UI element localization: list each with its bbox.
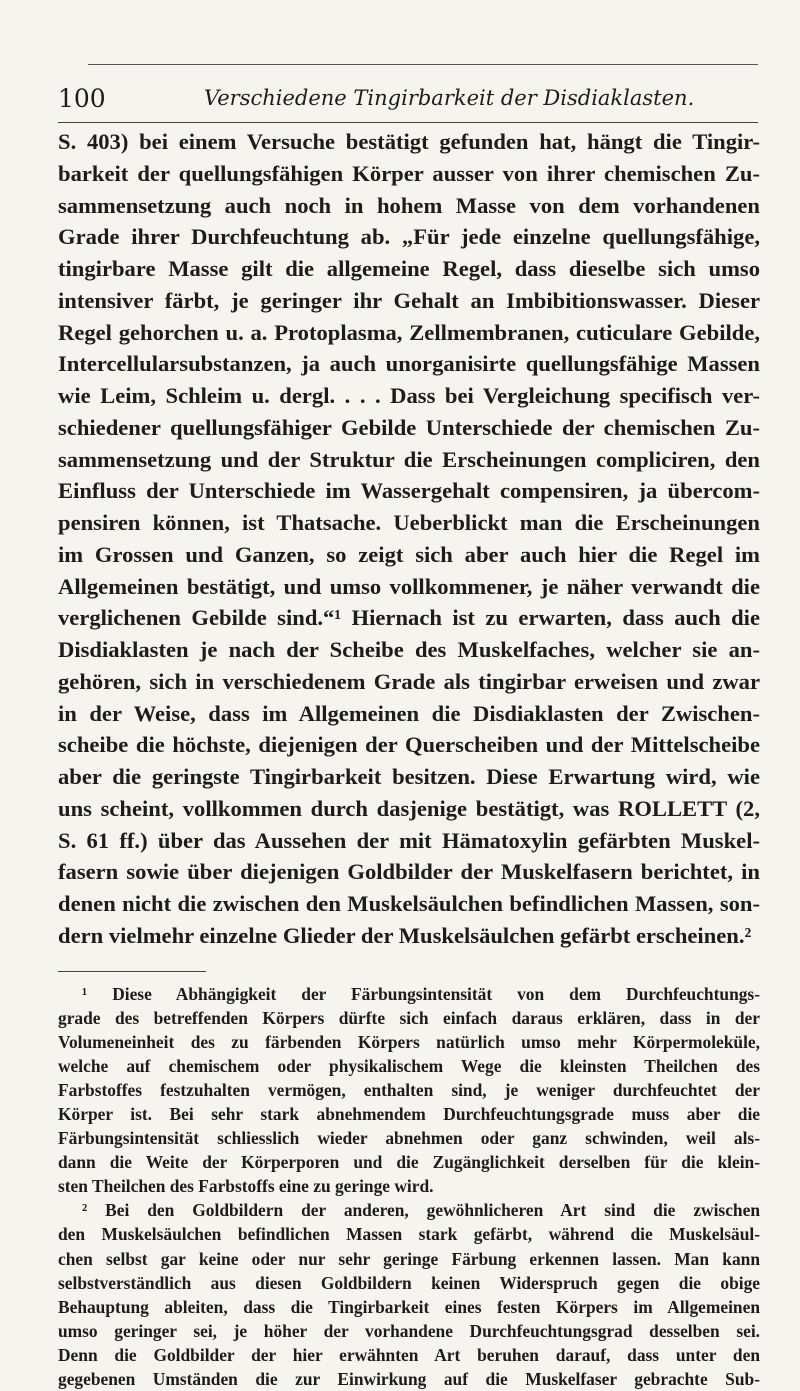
text-line: schiedener quellungsfähiger Gebilde Unterschiede der chemischen Zu-: [58, 414, 760, 440]
footnote-line: ² Bei den Goldbildern der anderen, gewöhnlicheren Art sind die zwischen: [82, 1200, 760, 1221]
text-line: in der Weise, dass im Allgemeinen die Disdiaklasten der Zwischen-: [58, 700, 760, 726]
footnotes: [58, 982, 760, 1391]
text-line: verglichenen Gebilde sind.“¹ Hiernach ist zu erwarten, dass auch die: [58, 605, 760, 631]
text-line: intensiver färbt, je geringer ihr Gehalt an Imbibitionswasser. Dieser: [58, 287, 760, 313]
text-line: S. 61 ff.) über das Aussehen der mit Hämatoxylin gefärbten Muskel-: [58, 827, 760, 853]
text-line: Allgemeinen bestätigt, und umso vollkommener, je näher verwandt die: [58, 573, 760, 599]
text-line: Intercellularsubstanzen, ja auch unorganisirte quellungsfähige Massen: [58, 351, 760, 377]
footnote-line: umso geringer sei, je höher der vorhandene Durchfeuchtungsgrad desselben sei.: [58, 1320, 760, 1341]
text-line: S. 403) bei einem Versuche bestätigt gefunden hat, hängt die Tingir-: [58, 129, 760, 154]
text-line: pensiren können, ist Thatsache. Ueberblickt man die Erscheinungen: [58, 510, 760, 535]
page-header: [58, 84, 758, 124]
footnote-line: chen selbst gar keine oder nur sehr geringe Färbung erkennen lassen. Man kann: [58, 1248, 760, 1269]
footnote-line: Behauptung ableiten, dass die Tingirbarkeit eines festen Körpers im Allgemeinen: [58, 1296, 760, 1317]
text-line: im Grossen und Ganzen, so zeigt sich aber auch hier die Regel im: [58, 541, 760, 567]
text-line: barkeit der quellungsfähigen Körper ausser von ihrer chemischen Zu-: [58, 160, 760, 186]
text-line: sammensetzung auch noch in hohem Masse von dem vorhandenen: [58, 192, 760, 218]
footnote-line: ¹ Diese Abhängigkeit der Färbungsintensität von dem Durchfeuchtungs-: [82, 984, 760, 1004]
text-line: Regel gehorchen u. a. Protoplasma, Zellmembranen, cuticulare Gebilde,: [58, 319, 760, 345]
running-title: Verschiedene Tingirbarkeit der Disdiaklasten.: [204, 86, 695, 110]
text-line: aber die geringste Tingirbarkeit besitzen. Diese Erwartung wird, wie: [58, 764, 760, 789]
footnote-line: Denn die Goldbilder der hier erwähnten Art beruhen darauf, dass unter den: [58, 1344, 760, 1365]
footnote-line: welche auf chemischem oder physikalischem Wege die kleinsten Theilchen des: [58, 1056, 760, 1077]
text-line: fasern sowie über diejenigen Goldbilder der Muskelfasern berichtet, in: [58, 859, 760, 885]
text-line: sammensetzung und der Struktur die Erscheinungen compliciren, den: [58, 446, 760, 472]
text-line: dern vielmehr einzelne Glieder der Muskelsäulchen gefärbt erscheinen.²: [58, 922, 752, 948]
text-line: denen nicht die zwischen den Muskelsäulchen befindlichen Massen, son-: [58, 891, 760, 916]
text-line: tingirbare Masse gilt die allgemeine Regel, dass dieselbe sich umso: [58, 256, 760, 281]
footnote-line: grade des betreffenden Körpers dürfte sich einfach daraus erklären, dass in der: [58, 1008, 760, 1029]
main-text: [58, 126, 760, 952]
text-line: Einfluss der Unterschiede im Wassergehalt compensiren, ja übercom-: [58, 478, 760, 504]
footnote-line: sten Theilchen des Farbstoffs eine zu geringe wird.: [58, 1176, 434, 1197]
footnote-line: selbstverständlich aus diesen Goldbildern keinen Widerspruch gegen die obige: [58, 1272, 760, 1293]
text-line: uns scheint, vollkommen durch dasjenige bestätigt, was ROLLETT (2,: [58, 795, 760, 821]
footnote-line: dann die Weite der Körperporen und die Zugänglichkeit derselben für die klein-: [58, 1152, 760, 1173]
footnote-rule: [58, 971, 206, 972]
footnote-line: Körper ist. Bei sehr stark abnehmendem Durchfeuchtungsgrade muss aber die: [58, 1104, 760, 1125]
header-rule: [58, 122, 758, 123]
page-number: 100: [58, 84, 106, 113]
footnote-line: gegebenen Umständen die zur Einwirkung auf die Muskelfaser gebrachte Sub-: [58, 1368, 760, 1389]
text-line: Grade ihrer Durchfeuchtung ab. „Für jede einzelne quellungsfähige,: [58, 224, 760, 250]
text-line: Disdiaklasten je nach der Scheibe des Muskelfaches, welcher sie an-: [58, 637, 760, 662]
text-line: gehören, sich in verschiedenem Grade als tingirbar erweisen und zwar: [58, 668, 760, 694]
footnote-line: Farbstoffes festzuhalten vermögen, enthalten sind, je weniger durchfeuchtet der: [58, 1080, 760, 1101]
footnote-line: den Muskelsäulchen befindlichen Massen stark gefärbt, während die Muskelsäul-: [58, 1224, 760, 1245]
footnote-line: Volumeneinheit des zu färbenden Körpers natürlich umso mehr Körpermoleküle,: [58, 1032, 760, 1053]
text-line: scheibe die höchste, diejenigen der Querscheiben und der Mittelscheibe: [58, 732, 760, 758]
text-line: wie Leim, Schleim u. dergl. . . . Dass bei Vergleichung specifisch ver-: [58, 383, 760, 408]
top-border-rule: [88, 64, 758, 65]
footnote-line: Färbungsintensität schliesslich wieder abnehmen oder ganz schwinden, weil als-: [58, 1128, 760, 1149]
